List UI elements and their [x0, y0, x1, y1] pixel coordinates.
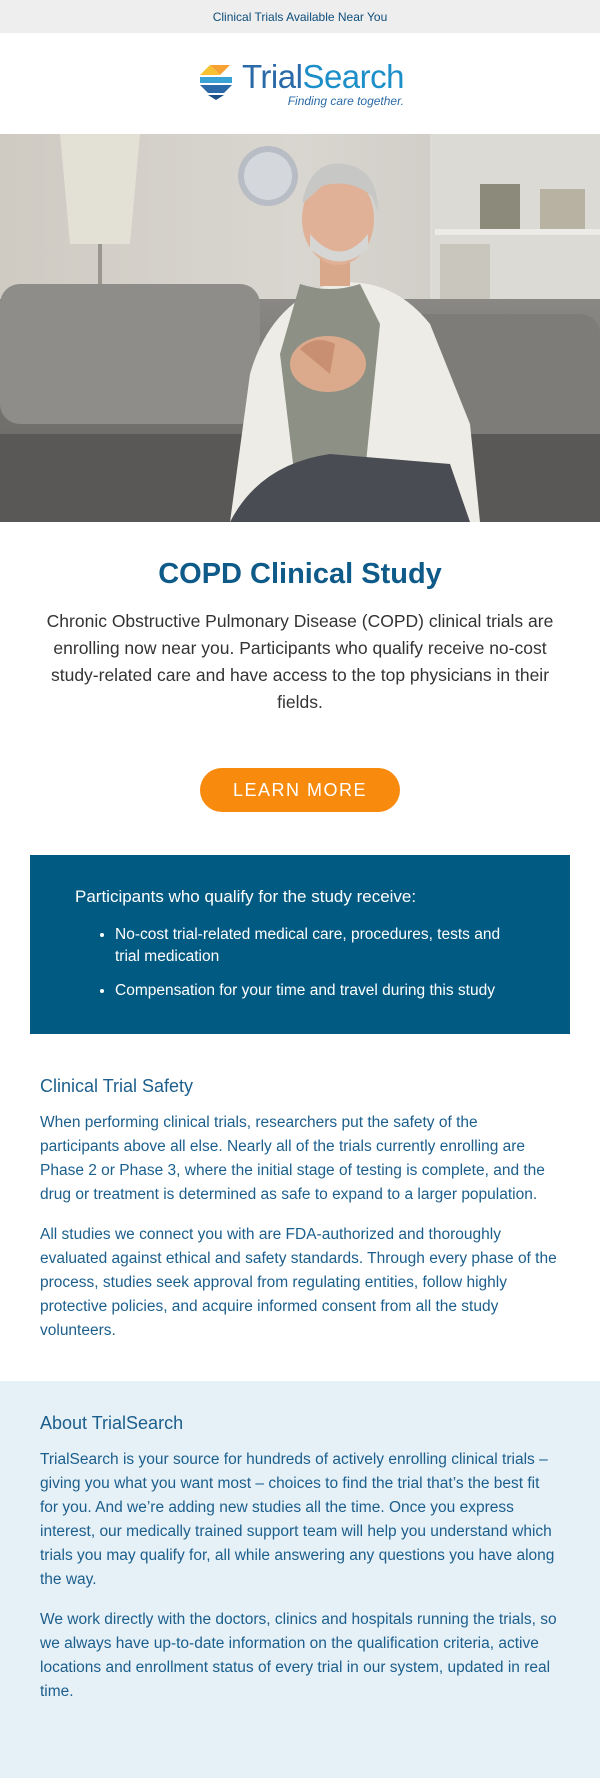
- safety-title: Clinical Trial Safety: [40, 1076, 194, 1096]
- preheader-text: Clinical Trials Available Near You: [212, 9, 388, 24]
- preheader-bar: [0, 0, 600, 33]
- safety-section: [0, 1034, 600, 1381]
- man-holding-chest-photo-icon: [0, 134, 600, 522]
- about-section: [0, 1381, 600, 1778]
- about-title: About TrialSearch: [40, 1413, 184, 1433]
- logo-wordmark: [241, 57, 404, 95]
- logo-name-part2: Search: [302, 57, 404, 95]
- logo-tagline: Finding care together.: [287, 93, 404, 108]
- benefits-box: [30, 855, 570, 1034]
- logo-mark-icon: [196, 61, 236, 106]
- trialsearch-logo[interactable]: [196, 57, 404, 108]
- intro-paragraph: Chronic Obstructive Pulmonary Disease (COPD) clinical trials are enrolling now near you. Participants who qualify receive no-cost study-related care and have access to the top physicians in their fields.: [46, 611, 554, 712]
- safety-paragraph: When performing clinical trials, researchers put the safety of the participants above all else. Nearly all of the trials currently enrolling are Phase 2 or Phase 3, where the initial stage of testing is complete, and the drug or treatment is determined as safe to expand to a larger population.: [40, 1114, 545, 1203]
- logo-name-part1: Trial: [241, 57, 303, 95]
- benefits-list: [75, 924, 525, 1002]
- learn-more-button[interactable]: LEARN MORE: [200, 768, 400, 812]
- about-paragraph: We work directly with the doctors, clinics and hospitals running the trials, so we always have up-to-date information on the qualification criteria, active locations and enrollment status of every trial in our system, updated in real time.: [40, 1611, 557, 1700]
- safety-paragraph: All studies we connect you with are FDA-authorized and thoroughly evaluated against ethical and safety standards. Through every phase of the process, studies seek approval from regulating entities, follow highly protective policies, and acquire informed consent from all the study volunteers.: [40, 1226, 557, 1339]
- list-item: • No-cost trial-related medical care, procedures, tests and trial medication: [115, 924, 525, 968]
- list-item: • Compensation for your time and travel during this study: [115, 980, 525, 1002]
- page-title: COPD Clinical Study: [158, 558, 442, 590]
- logo-header: [0, 33, 600, 134]
- about-paragraph: TrialSearch is your source for hundreds of actively enrolling clinical trials – giving you what you want most – choices to find the trial that’s the best fit for you. And we’re adding new studies all the time. Once you express interest, our medically trained support team will help you understand which trials you may qualify for, all while answering any questions you have along the way.: [40, 1451, 555, 1588]
- hero-image[interactable]: [0, 134, 600, 522]
- benefits-heading: Participants who qualify for the study receive:: [75, 887, 417, 906]
